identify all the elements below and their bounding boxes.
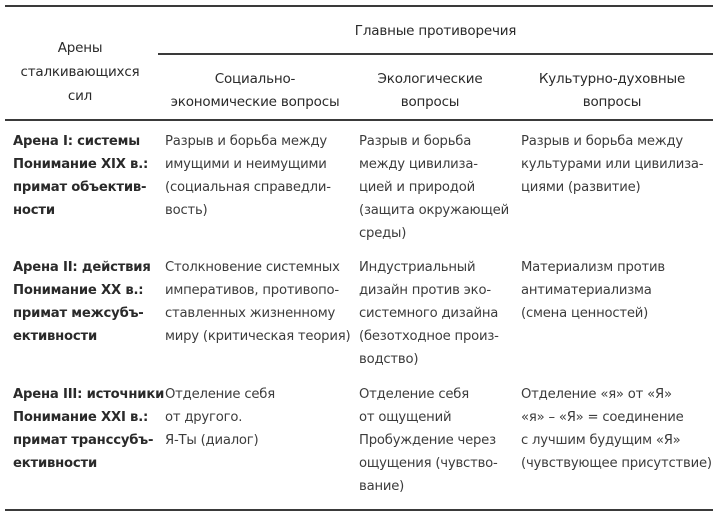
- cell-line: между цивилиза-: [359, 157, 478, 172]
- group-header: Главные противоречия: [354, 23, 517, 39]
- cell-line: ставленных жизненному: [165, 306, 336, 321]
- arena-line: ективности: [13, 456, 97, 471]
- arena-cell-1: [13, 130, 148, 222]
- arena-cell-2: [13, 256, 151, 348]
- cell-line: дизайн против эко-: [359, 283, 491, 298]
- cell-ecological-3: [359, 383, 498, 498]
- cell-line: вость): [165, 203, 208, 218]
- cell-line: Отделение себя: [165, 387, 275, 402]
- cell-line: (социальная справедли-: [165, 180, 331, 195]
- arenas-header: [5, 36, 155, 108]
- column-header-cultural: [512, 68, 712, 114]
- arena-line: Понимание XIX в.:: [13, 157, 149, 172]
- cell-line: от ощущений: [359, 410, 452, 425]
- group-rule: [158, 53, 713, 55]
- cell-line: Разрыв и борьба между: [165, 134, 327, 149]
- arena-line: примат межсубъ-: [13, 306, 144, 321]
- header-line: сталкивающихся: [20, 64, 140, 80]
- arena-line: Арена I: системы: [13, 134, 140, 149]
- cell-cultural-2: [521, 256, 665, 325]
- cell-line: цией и природой: [359, 180, 475, 195]
- cell-ecological-2: [359, 256, 499, 371]
- arena-line: примат объектив-: [13, 180, 147, 195]
- cell-social-1: [165, 130, 331, 222]
- cell-line: Столкновение системных: [165, 260, 340, 275]
- cell-line: культурами или цивилиза-: [521, 157, 704, 172]
- arena-line: Арена II: действия: [13, 260, 151, 275]
- cell-line: ощущения (чувство-: [359, 456, 498, 471]
- cell-line: вание): [359, 479, 405, 494]
- header-line: экономические вопросы: [170, 94, 340, 110]
- cell-line: (безотходное произ-: [359, 329, 499, 344]
- cell-line: императивов, противопо-: [165, 283, 339, 298]
- cell-line: миру (критическая теория): [165, 329, 351, 344]
- bottom-rule: [5, 509, 713, 511]
- cell-line: Отделение себя: [359, 387, 469, 402]
- header-line: Социально-: [214, 71, 296, 87]
- arena-cell-3: [13, 383, 164, 475]
- cell-line: Материализм против: [521, 260, 665, 275]
- cell-line: водство): [359, 352, 419, 367]
- cell-line: (чувствующее присутствие): [521, 456, 712, 471]
- arena-line: Понимание XX в.:: [13, 283, 144, 298]
- column-header-social: [160, 68, 350, 114]
- cell-line: имущими и неимущими: [165, 157, 327, 172]
- header-line: сил: [67, 88, 93, 104]
- cell-social-3: [165, 383, 275, 452]
- header-bottom-rule: [5, 119, 713, 121]
- cell-line: среды): [359, 226, 407, 241]
- header-line: Культурно-духовные: [538, 71, 686, 87]
- cell-line: «я» – «Я» = соединение: [521, 410, 684, 425]
- arena-line: ективности: [13, 329, 97, 344]
- header-line: вопросы: [582, 94, 642, 110]
- header-line: вопросы: [400, 94, 460, 110]
- cell-line: (защита окружающей: [359, 203, 509, 218]
- cell-cultural-3: [521, 383, 712, 475]
- cell-line: Индустриальный: [359, 260, 476, 275]
- cell-line: с лучшим будущим «Я»: [521, 433, 681, 448]
- cell-line: Пробуждение через: [359, 433, 496, 448]
- cell-line: Разрыв и борьба между: [521, 134, 683, 149]
- cell-line: Разрыв и борьба: [359, 134, 472, 149]
- cell-line: (смена ценностей): [521, 306, 649, 321]
- cell-line: от другого.: [165, 410, 243, 425]
- cell-line: системного дизайна: [359, 306, 499, 321]
- arena-line: ности: [13, 203, 55, 218]
- arena-line: Понимание XXI в.:: [13, 410, 149, 425]
- arena-line: примат транссубъ-: [13, 433, 154, 448]
- header-line: Арены: [57, 40, 103, 56]
- cell-ecological-1: [359, 130, 509, 245]
- column-header-ecological: [350, 68, 510, 114]
- cell-line: Я-Ты (диалог): [165, 433, 259, 448]
- cell-line: Отделение «я» от «Я»: [521, 387, 672, 402]
- arena-line: Арена III: источники: [13, 387, 165, 402]
- top-rule: [5, 5, 713, 7]
- header-line: Экологические: [377, 71, 483, 87]
- cell-social-2: [165, 256, 350, 348]
- cell-line: антиматериализма: [521, 283, 652, 298]
- cell-cultural-1: [521, 130, 703, 199]
- cell-line: циями (развитие): [521, 180, 641, 195]
